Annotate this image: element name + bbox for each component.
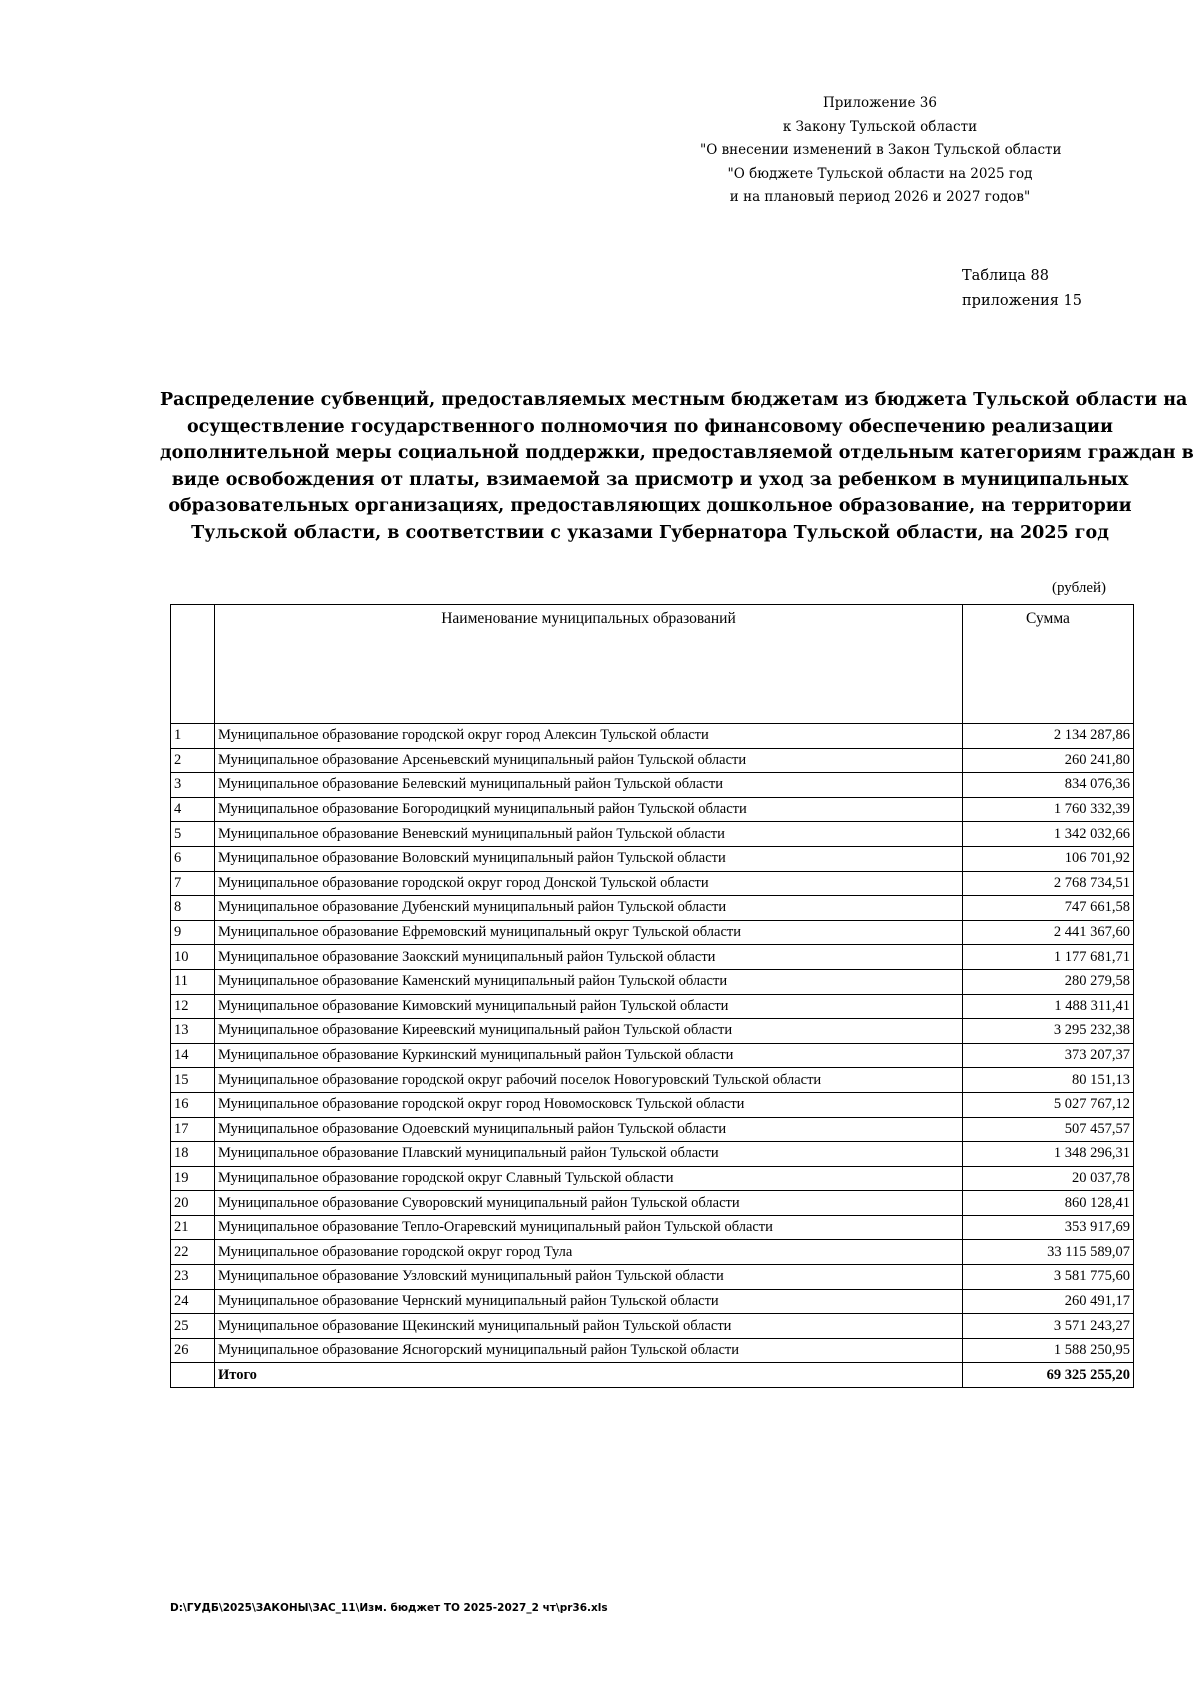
amount-cell: 20 037,78 <box>963 1166 1134 1191</box>
header-sum-cell: Сумма <box>963 605 1134 724</box>
amount-cell: 1 342 032,66 <box>963 822 1134 847</box>
municipality-name-cell: Муниципальное образование городской округ Славный Тульской области <box>215 1166 963 1191</box>
row-number-cell: 16 <box>171 1092 215 1117</box>
table-row <box>171 1068 1134 1093</box>
row-number-cell: 2 <box>171 748 215 773</box>
row-number-cell: 13 <box>171 1019 215 1044</box>
municipality-name-cell: Муниципальное образование городской округ город Новомосковск Тульской области <box>215 1092 963 1117</box>
municipality-name-cell: Муниципальное образование Заокский муниципальный район Тульской области <box>215 945 963 970</box>
table-row <box>171 871 1134 896</box>
municipality-name-cell: Муниципальное образование Одоевский муниципальный район Тульской области <box>215 1117 963 1142</box>
table-row <box>171 1117 1134 1142</box>
amount-cell: 3 295 232,38 <box>963 1019 1134 1044</box>
title-line: осуществление государственного полномочия по финансовому обеспечению реализации <box>186 416 1113 437</box>
amount-cell: 373 207,37 <box>963 1043 1134 1068</box>
municipality-name-cell: Муниципальное образование городской округ город Тула <box>215 1240 963 1265</box>
appendix-block <box>700 92 1060 210</box>
header-name-cell: Наименование муниципальных образований <box>215 605 963 724</box>
municipality-name-cell: Муниципальное образование Куркинский муниципальный район Тульской области <box>215 1043 963 1068</box>
municipality-name-cell: Муниципальное образование Каменский муниципальный район Тульской области <box>215 969 963 994</box>
table-row <box>171 822 1134 847</box>
table-row <box>171 1289 1134 1314</box>
row-number-cell: 12 <box>171 994 215 1019</box>
table-row <box>171 1265 1134 1290</box>
municipality-name-cell: Муниципальное образование Богородицкий муниципальный район Тульской области <box>215 797 963 822</box>
municipality-name-cell: Муниципальное образование Чернский муниципальный район Тульской области <box>215 1289 963 1314</box>
amount-cell: 33 115 589,07 <box>963 1240 1134 1265</box>
amount-cell: 260 241,80 <box>963 748 1134 773</box>
table-row <box>171 896 1134 921</box>
amount-cell: 2 768 734,51 <box>963 871 1134 896</box>
title-line: виде освобождения от платы, взимаемой за присмотр и уход за ребенком в муниципальных <box>171 469 1129 490</box>
row-number-cell: 3 <box>171 773 215 798</box>
row-number-cell: 20 <box>171 1191 215 1216</box>
amount-cell: 1 177 681,71 <box>963 945 1134 970</box>
row-number-cell: 25 <box>171 1314 215 1339</box>
table-row <box>171 1043 1134 1068</box>
table-row <box>171 969 1134 994</box>
municipality-name-cell: Муниципальное образование Суворовский муниципальный район Тульской области <box>215 1191 963 1216</box>
municipality-name-cell: Муниципальное образование Веневский муниципальный район Тульской области <box>215 822 963 847</box>
appendix-line: "О внесении изменений в Закон Тульской области <box>700 142 1062 158</box>
row-number-cell: 26 <box>171 1338 215 1363</box>
table-row <box>171 1166 1134 1191</box>
appendix-line: и на плановый период 2026 и 2027 годов" <box>729 189 1031 205</box>
table-row <box>171 1142 1134 1167</box>
municipality-name-cell: Муниципальное образование Ефремовский муниципальный округ Тульской области <box>215 920 963 945</box>
amount-cell: 507 457,57 <box>963 1117 1134 1142</box>
amount-cell: 1 760 332,39 <box>963 797 1134 822</box>
table-row <box>171 1240 1134 1265</box>
municipality-name-cell: Муниципальное образование Киреевский муниципальный район Тульской области <box>215 1019 963 1044</box>
appendix-line: к Закону Тульской области <box>782 118 978 135</box>
municipality-name-cell: Муниципальное образование Кимовский муниципальный район Тульской области <box>215 994 963 1019</box>
table-row <box>171 1191 1134 1216</box>
municipality-name-cell: Муниципальное образование Тепло-Огаревский муниципальный район Тульской области <box>215 1215 963 1240</box>
total-name-cell: Итого <box>215 1363 963 1388</box>
row-number-cell: 6 <box>171 846 215 871</box>
row-number-cell: 23 <box>171 1265 215 1290</box>
municipality-name-cell: Муниципальное образование Дубенский муниципальный район Тульской области <box>215 896 963 921</box>
amount-cell: 106 701,92 <box>963 846 1134 871</box>
total-num-cell <box>171 1363 215 1388</box>
row-number-cell: 10 <box>171 945 215 970</box>
row-number-cell: 11 <box>171 969 215 994</box>
amount-cell: 2 441 367,60 <box>963 920 1134 945</box>
table-row <box>171 920 1134 945</box>
municipality-name-cell: Муниципальное образование Узловский муниципальный район Тульской области <box>215 1265 963 1290</box>
total-row <box>171 1363 1134 1388</box>
amount-cell: 1 348 296,31 <box>963 1142 1134 1167</box>
municipality-name-cell: Муниципальное образование Арсеньевский муниципальный район Тульской области <box>215 748 963 773</box>
municipality-name-cell: Муниципальное образование Белевский муниципальный район Тульской области <box>215 773 963 798</box>
row-number-cell: 5 <box>171 822 215 847</box>
table-row <box>171 1215 1134 1240</box>
title-line: Тульской области, в соответствии с указами Губернатора Тульской области, на 2025 год <box>191 522 1109 543</box>
amount-cell: 260 491,17 <box>963 1289 1134 1314</box>
amount-cell: 860 128,41 <box>963 1191 1134 1216</box>
table-row <box>171 1019 1134 1044</box>
row-number-cell: 18 <box>171 1142 215 1167</box>
amount-cell: 353 917,69 <box>963 1215 1134 1240</box>
municipality-name-cell: Муниципальное образование Щекинский муниципальный район Тульской области <box>215 1314 963 1339</box>
appendix-number: приложения 15 <box>962 293 1083 309</box>
municipality-name-cell: Муниципальное образование городской округ рабочий поселок Новогуровский Тульской области <box>215 1068 963 1093</box>
table-row <box>171 846 1134 871</box>
header-num-cell <box>171 605 215 724</box>
row-number-cell: 8 <box>171 896 215 921</box>
row-number-cell: 9 <box>171 920 215 945</box>
amount-cell: 280 279,58 <box>963 969 1134 994</box>
row-number-cell: 17 <box>171 1117 215 1142</box>
amount-cell: 80 151,13 <box>963 1068 1134 1093</box>
document-title <box>160 387 1194 546</box>
table-row <box>171 945 1134 970</box>
amount-cell: 747 661,58 <box>963 896 1134 921</box>
amount-cell: 2 134 287,86 <box>963 724 1134 749</box>
row-number-cell: 19 <box>171 1166 215 1191</box>
row-number-cell: 21 <box>171 1215 215 1240</box>
table-row <box>171 748 1134 773</box>
total-sum-cell: 69 325 255,20 <box>963 1363 1134 1388</box>
amount-cell: 834 076,36 <box>963 773 1134 798</box>
table-row <box>171 994 1134 1019</box>
municipality-name-cell: Муниципальное образование Ясногорский муниципальный район Тульской области <box>215 1338 963 1363</box>
municipality-name-cell: Муниципальное образование городской округ город Донской Тульской области <box>215 871 963 896</box>
table-row <box>171 724 1134 749</box>
table-reference <box>962 264 1122 314</box>
amount-cell: 5 027 767,12 <box>963 1092 1134 1117</box>
row-number-cell: 24 <box>171 1289 215 1314</box>
appendix-line: "О бюджете Тульской области на 2025 год <box>727 165 1033 182</box>
amount-cell: 3 581 775,60 <box>963 1265 1134 1290</box>
title-line: дополнительной меры социальной поддержки, предоставляемой отдельным категориям граждан в <box>160 443 1194 463</box>
table-row <box>171 1338 1134 1363</box>
title-line: образовательных организациях, предоставляющих дошкольное образование, на территории <box>168 496 1132 516</box>
title-line: Распределение субвенций, предоставляемых местным бюджетам из бюджета Тульской области на <box>160 390 1188 410</box>
row-number-cell: 15 <box>171 1068 215 1093</box>
table-row <box>171 1314 1134 1339</box>
table-row <box>171 1092 1134 1117</box>
row-number-cell: 1 <box>171 724 215 749</box>
amount-cell: 3 571 243,27 <box>963 1314 1134 1339</box>
row-number-cell: 4 <box>171 797 215 822</box>
table-number: Таблица 88 <box>962 268 1049 284</box>
table-header-row <box>171 605 1134 724</box>
municipality-name-cell: Муниципальное образование Воловский муниципальный район Тульской области <box>215 846 963 871</box>
distribution-table <box>170 604 1134 1388</box>
row-number-cell: 22 <box>171 1240 215 1265</box>
file-path-footer: D:\ГУДБ\2025\ЗАКОНЫ\ЗАС_11\Изм. бюджет ТО 2025-2027_2 чт\pr36.xls <box>170 1602 608 1614</box>
municipality-name-cell: Муниципальное образование городской округ город Алексин Тульской области <box>215 724 963 749</box>
unit-label: (рублей) <box>1052 580 1107 596</box>
row-number-cell: 14 <box>171 1043 215 1068</box>
appendix-line: Приложение 36 <box>823 95 937 111</box>
table-row <box>171 797 1134 822</box>
amount-cell: 1 488 311,41 <box>963 994 1134 1019</box>
row-number-cell: 7 <box>171 871 215 896</box>
table-row <box>171 773 1134 798</box>
municipality-name-cell: Муниципальное образование Плавский муниципальный район Тульской области <box>215 1142 963 1167</box>
amount-cell: 1 588 250,95 <box>963 1338 1134 1363</box>
